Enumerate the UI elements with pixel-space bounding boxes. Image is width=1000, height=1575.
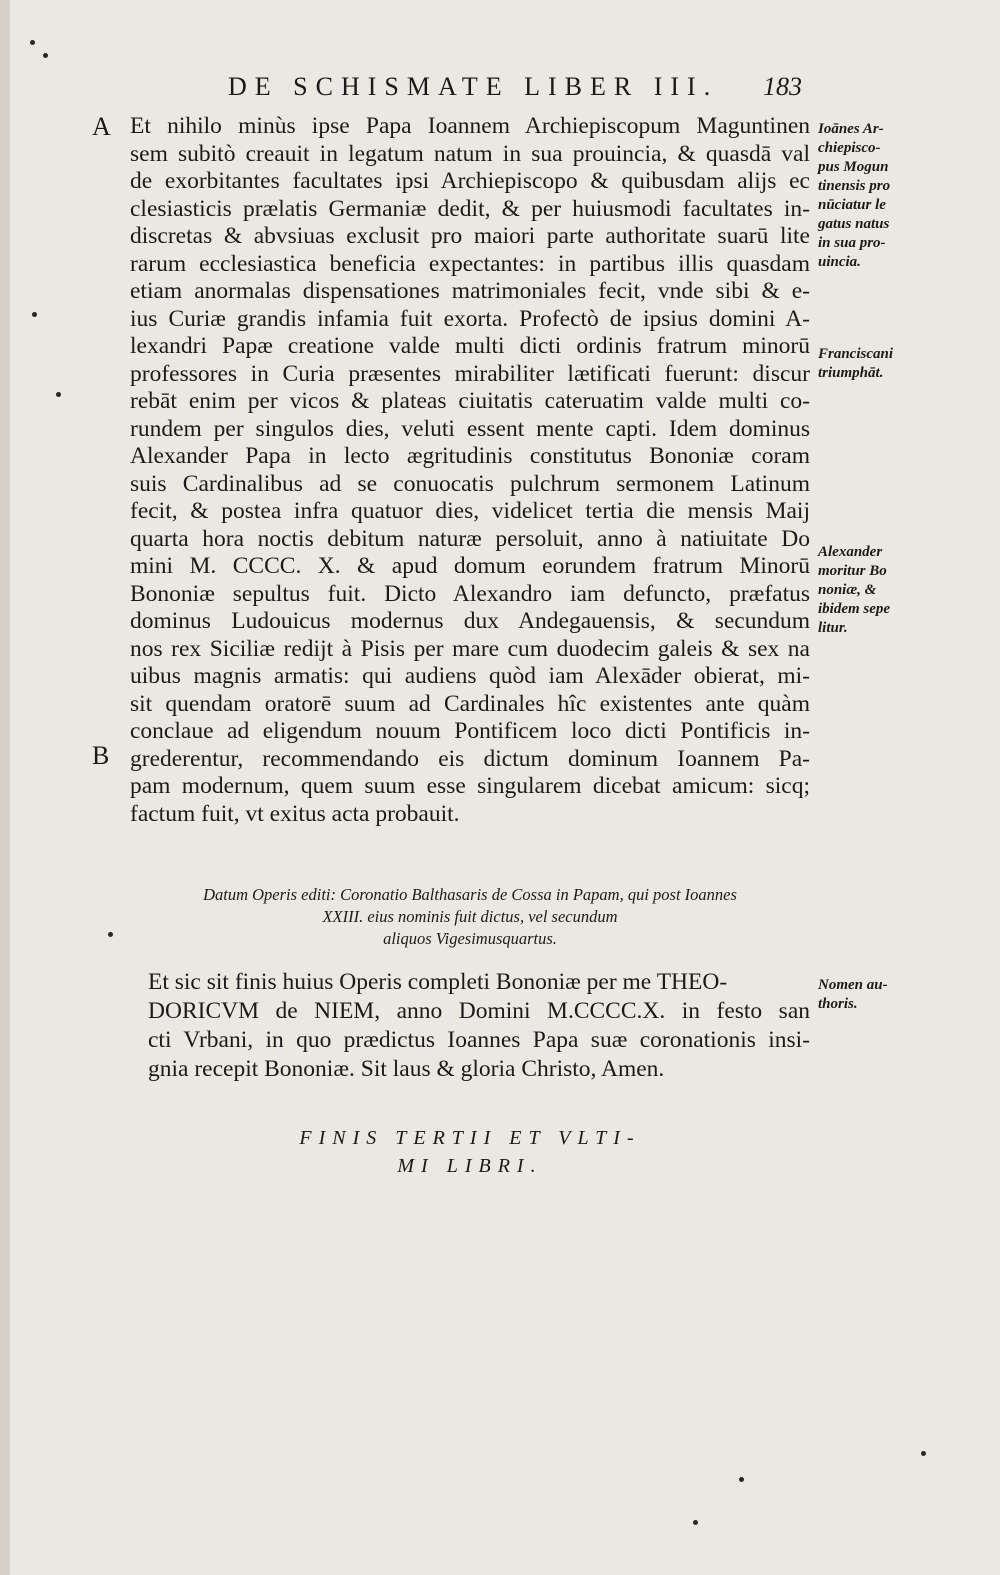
date-note-line: Datum Operis editi: Coronatio Balthasaris de Cossa in Papam, qui post Ioannes xyxy=(203,885,737,904)
text-line: Alexander Papa in lecto ægritudinis constitutus Bononiæ coram xyxy=(130,443,810,469)
margin-line: litur. xyxy=(818,620,848,636)
ink-speck xyxy=(108,932,113,937)
section-marker-b: B xyxy=(92,741,110,770)
text-line: suis Cardinalibus ad se conuocatis pulchrum sermonem Latinum xyxy=(130,470,810,497)
folio-number: 183 xyxy=(763,72,802,101)
margin-line: tinensis pro xyxy=(818,178,891,194)
text-line: lexandri Papæ creatione valde multi dicti ordinis fratrum minorū xyxy=(130,333,810,359)
text-line: sem subitò creauit in legatum natum in sua prouincia, & quasdā val xyxy=(130,140,810,167)
margin-line: uincia. xyxy=(818,254,861,270)
text-line: sit quendam oratorē suum ad Cardinales hîc existentes ante quàm xyxy=(130,690,810,717)
margin-line: in sua pro- xyxy=(818,235,886,251)
text-line: discretas & abvsiuas exclusit pro maiori parte authoritate suarū lite xyxy=(130,223,810,249)
text-line: etiam anormalas dispensationes matrimoniales fecit, vnde sibi & e- xyxy=(130,278,810,304)
closing-line: cti Vrbani, in quo prædictus Ioannes Papa suæ coronationis insi- xyxy=(148,1027,810,1053)
main-text-block xyxy=(130,113,810,828)
page-edge-shadow xyxy=(0,0,10,1575)
ink-speck xyxy=(30,40,35,45)
margin-line: chiepisco- xyxy=(818,140,881,156)
closing-line: DORICVM de NIEM, anno Domini M.CCCC.X. in festo san xyxy=(148,998,810,1024)
text-line: professores in Curia præsentes mirabiliter lætificati fuerunt: discur xyxy=(130,360,810,387)
header-title: DE SCHISMATE LIBER III. xyxy=(228,72,719,101)
ink-speck xyxy=(921,1451,926,1456)
text-line: grederentur, recommendando eis dictum dominum Ioannem Pa- xyxy=(130,745,810,772)
section-marker-a: A xyxy=(92,112,111,141)
margin-line: ibidem sepe xyxy=(818,601,891,617)
text-line: pam modernum, quem suum esse singularem dicebat amicum: sicq; xyxy=(130,773,810,799)
text-line: uibus magnis armatis: qui audiens quòd iam Alexāder obierat, mi- xyxy=(130,663,810,689)
margin-line: Franciscani xyxy=(818,346,894,362)
text-line: clesiasticis prælatis Germaniæ dedit, & per huiusmodi facultates in- xyxy=(130,195,810,222)
margin-note-author xyxy=(818,976,918,1014)
ink-speck xyxy=(56,392,61,397)
closing-line: Et sic sit finis huius Operis completi Bononiæ per me THEO- xyxy=(148,969,728,995)
margin-note-franciscans xyxy=(818,345,918,383)
margin-line: triumphāt. xyxy=(818,365,884,381)
text-line: Et nihilo minùs ipse Papa Ioannem Archiepiscopum Maguntinen xyxy=(130,113,810,139)
finis-line: MI LIBRI. xyxy=(397,1155,543,1177)
text-line: factum fuit, vt exitus acta probauit. xyxy=(130,800,460,827)
ink-speck xyxy=(32,312,37,317)
text-line: rebāt enim per vicos & plateas ciuitatis cateruatim valde multi co- xyxy=(130,388,810,414)
margin-line: noniæ, & xyxy=(818,582,877,598)
ink-speck xyxy=(693,1520,698,1525)
text-line: dominus Ludouicus modernus dux Andegauensis, & secundum xyxy=(130,608,810,634)
margin-line: Ioānes Ar- xyxy=(818,121,884,137)
margin-note-alexander xyxy=(818,543,918,638)
margin-line: moritur Bo xyxy=(818,563,887,579)
text-line: mini M. CCCC. X. & apud domum eorundem fratrum Minorū xyxy=(130,553,810,579)
text-line: fecit, & postea infra quatuor dies, videlicet tertia die mensis Maij xyxy=(130,498,810,524)
text-line: de exorbitantes facultates ipsi Archiepiscopo & quibusdam alijs ec xyxy=(130,168,810,194)
finis-line: FINIS TERTII ET VLTI- xyxy=(299,1127,641,1149)
text-line: Bononiæ sepultus fuit. Dicto Alexandro iam defuncto, præfatus xyxy=(130,580,810,607)
date-note-line: XXIII. eius nominis fuit dictus, vel secundum xyxy=(322,907,618,926)
margin-note-legate xyxy=(818,120,918,272)
margin-line: thoris. xyxy=(818,996,858,1012)
text-line: rundem per singulos dies, veluti essent mente capti. Idem dominus xyxy=(130,415,810,442)
margin-line: Alexander xyxy=(818,544,883,560)
closing-paragraph xyxy=(148,968,810,1084)
text-line: ius Curiæ grandis infamia fuit exorta. Profectò de ipsius domini A- xyxy=(130,305,810,332)
margin-line: nūciatur le xyxy=(818,197,886,213)
text-line: nos rex Siciliæ redijt à Pisis per mare cum duodecim galeis & sex na xyxy=(130,635,810,662)
text-line: rarum ecclesiastica beneficia expectantes: in partibus illis quasdam xyxy=(130,250,810,277)
running-header xyxy=(228,72,802,106)
date-note-line: aliquos Vigesimusquartus. xyxy=(383,929,557,948)
ink-speck xyxy=(739,1477,744,1482)
margin-line: pus Mogun xyxy=(818,159,889,175)
text-line: quarta hora noctis debitum naturæ persoluit, anno à natiuitate Do xyxy=(130,525,810,552)
text-line: conclaue ad eligendum nouum Pontificem loco dicti Pontificis in- xyxy=(130,718,810,744)
margin-line: gatus natus xyxy=(818,216,890,232)
ink-speck xyxy=(43,53,48,58)
date-note xyxy=(130,884,810,950)
closing-line: gnia recepit Bononiæ. Sit laus & gloria Christo, Amen. xyxy=(148,1056,665,1082)
margin-line: Nomen au- xyxy=(818,977,888,993)
finis-colophon xyxy=(220,1124,720,1180)
